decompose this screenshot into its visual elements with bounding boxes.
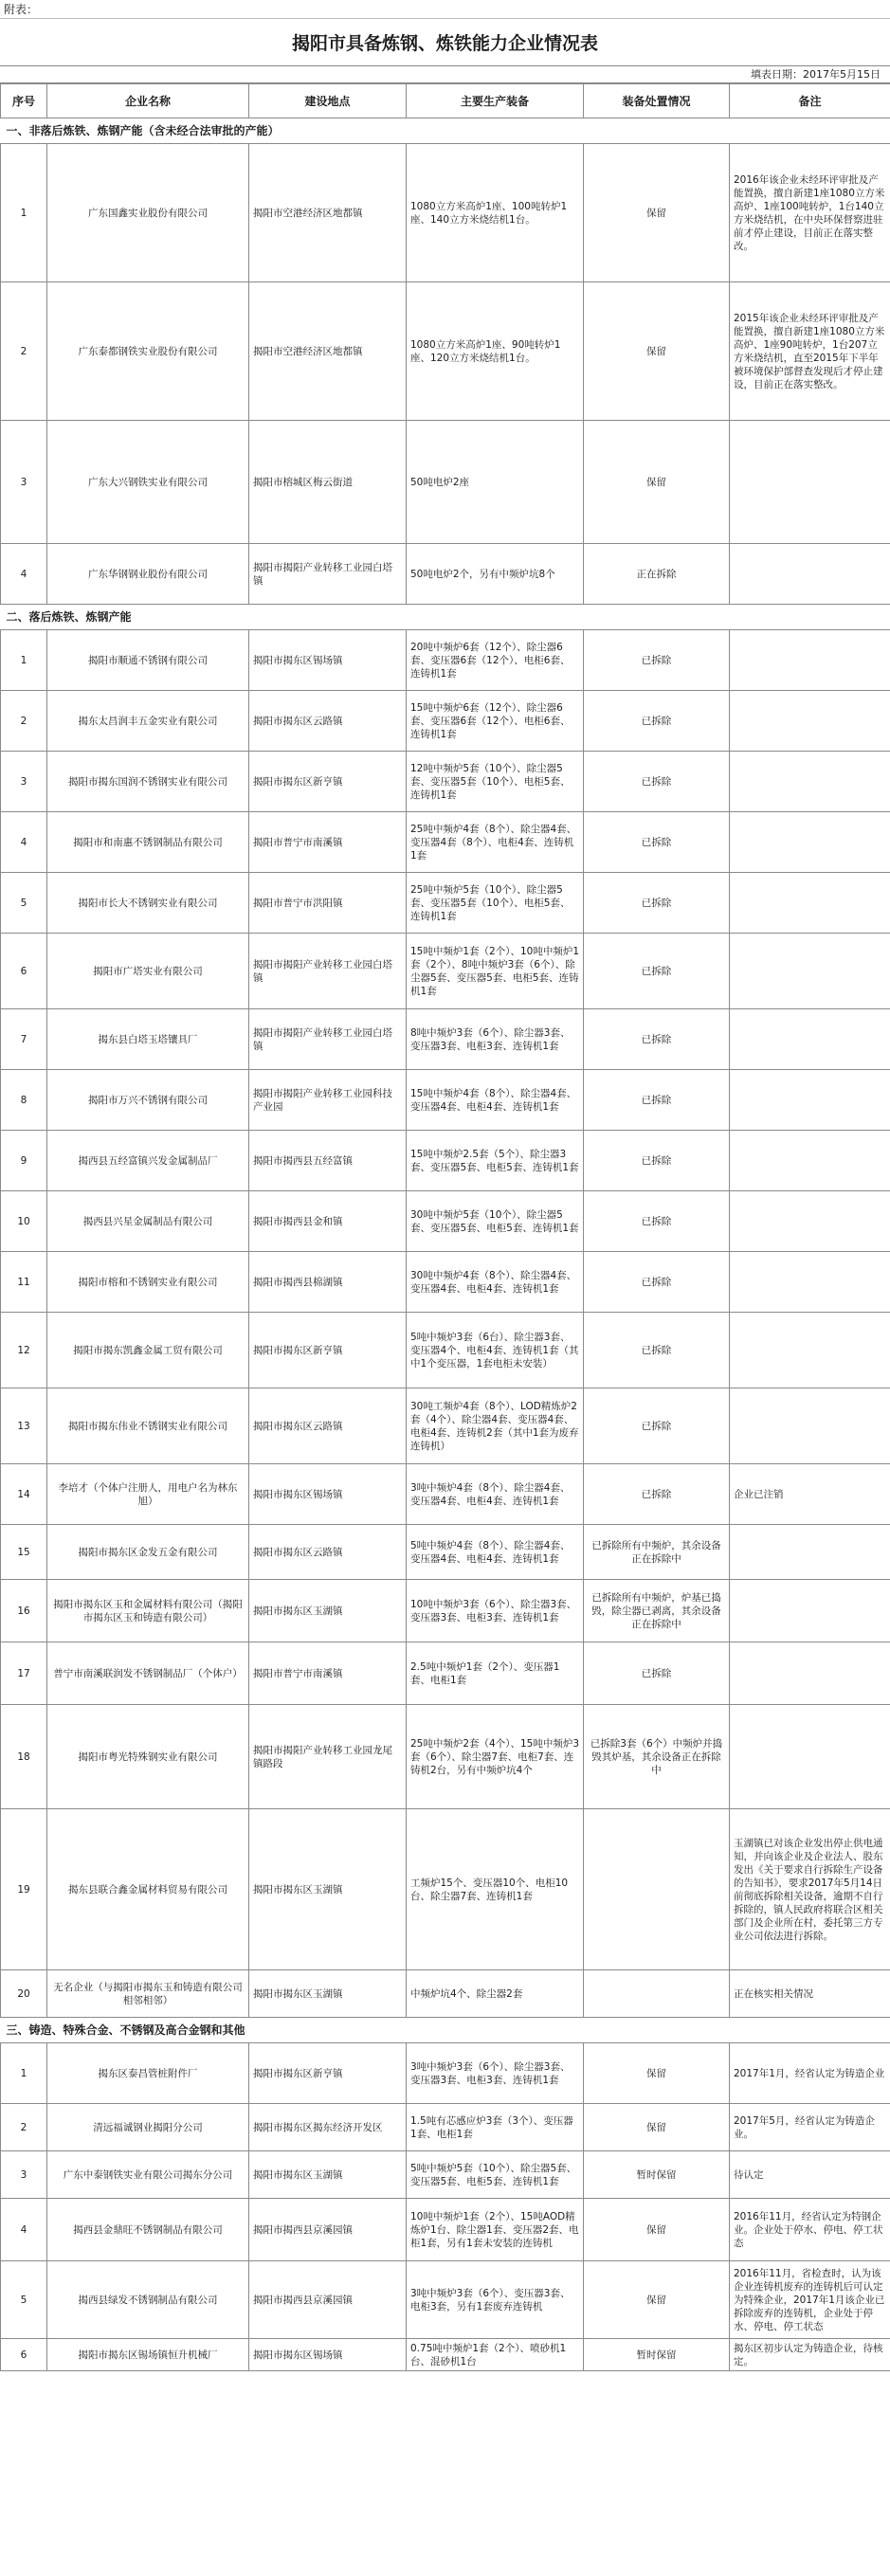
cell-status [584, 1809, 730, 1970]
table-row [1, 1388, 890, 1464]
cell-name: 揭阳市顺通不锈钢有限公司 [47, 630, 249, 691]
cell-equipment: 3吨中频炉4套（8个）、除尘器4套、变压器4套、电柜4套、连铸机1套 [407, 1464, 584, 1525]
cell-name: 揭阳市揭东凯鑫金属工贸有限公司 [47, 1313, 249, 1388]
cell-equipment: 25吨中频炉2套（4个）、15吨中频炉3套（6个）、除尘器7套、电柜7套、连铸机2台，另有中频炉坑4个 [407, 1705, 584, 1809]
cell-name: 广东泰都钢铁实业股份有限公司 [47, 282, 249, 421]
cell-equipment: 15吨中频炉6套（12个）、除尘器6套、变压器6套（12个）、电柜6套、连铸机1套 [407, 691, 584, 752]
cell-note: 2015年该企业未经环评审批及产能置换，擅自新建1座1080立方米高炉、1座90吨转炉，1台207立方米烧结机，直至2015年下半年被环境保护部督查发现后才停止建设，目前正在落实整改。 [730, 282, 890, 421]
table-row [1, 873, 890, 934]
cell-note [730, 1642, 890, 1705]
cell-name: 揭东区泰昌管桩附件厂 [47, 2043, 249, 2104]
cell-location: 揭阳市揭东区新亨镇 [249, 2043, 407, 2104]
cell-name: 清远福诚钢业揭阳分公司 [47, 2104, 249, 2151]
cell-note [730, 1705, 890, 1809]
section-header [1, 118, 890, 144]
cell-no: 8 [1, 1070, 47, 1131]
cell-note: 2017年1月，经省认定为铸造企业 [730, 2043, 890, 2104]
cell-location: 揭阳市揭东区锡场镇 [249, 2339, 407, 2371]
table-row [1, 1580, 890, 1642]
cell-status: 已拆除 [584, 934, 730, 1009]
enterprise-table [0, 83, 890, 2371]
table-row [1, 1131, 890, 1191]
cell-name: 揭阳市和南惠不锈钢制品有限公司 [47, 812, 249, 873]
cell-equipment: 5吨中频炉3套（6台）、除尘器3套、变压器4个、电柜4套、连铸机1套（其中1个变压器，1套电柜未安装） [407, 1313, 584, 1388]
table-row [1, 1809, 890, 1970]
cell-location: 揭阳市揭阳产业转移工业园龙尾镇路段 [249, 1705, 407, 1809]
cell-status: 已拆除所有中频炉，炉基已捣毁，除尘器已剥离，其余设备正在拆除中 [584, 1580, 730, 1642]
table-row [1, 144, 890, 282]
cell-no: 4 [1, 812, 47, 873]
cell-note [730, 1252, 890, 1313]
cell-status: 已拆除 [584, 630, 730, 691]
cell-status: 已拆除 [584, 1191, 730, 1252]
table-row [1, 2339, 890, 2371]
cell-name: 揭阳市粤光特殊钢实业有限公司 [47, 1705, 249, 1809]
cell-equipment: 10吨中频炉3套（6个）、除尘器3套、变压器3套、电柜3套、连铸机1套 [407, 1580, 584, 1642]
cell-note [730, 1313, 890, 1388]
table-row [1, 2043, 890, 2104]
cell-equipment: 30吨中频炉4套（8个）、除尘器4套、变压器4套、电柜4套、连铸机1套 [407, 1252, 584, 1313]
table-row [1, 1252, 890, 1313]
cell-note: 2016年11月，省检查时，认为该企业连铸机废弃的连铸机后可认定为特殊企业，2017年1月该企业已拆除废弃的连铸机，企业处于停水、停电、停工状态 [730, 2261, 890, 2339]
cell-name: 无名企业（与揭阳市揭东玉和铸造有限公司相邻相邻） [47, 1970, 249, 2018]
cell-status: 已拆除 [584, 1464, 730, 1525]
cell-no: 7 [1, 1009, 47, 1070]
cell-location: 揭阳市揭西县京溪园镇 [249, 2199, 407, 2261]
section-header [1, 2018, 890, 2043]
cell-equipment: 3吨中频炉3套（6个）、变压器3套、电柜3套，另有1套废弃连铸机 [407, 2261, 584, 2339]
cell-status: 已拆除 [584, 691, 730, 752]
cell-status: 已拆除 [584, 1131, 730, 1191]
cell-status: 已拆除 [584, 1252, 730, 1313]
cell-no: 5 [1, 2261, 47, 2339]
table-row [1, 1464, 890, 1525]
table-row [1, 752, 890, 812]
section-title: 三、铸造、特殊合金、不锈钢及高合金钢和其他 [1, 2018, 890, 2043]
cell-no: 9 [1, 1131, 47, 1191]
table-row [1, 2151, 890, 2199]
cell-note: 待认定 [730, 2151, 890, 2199]
cell-equipment: 1080立方米高炉1座、90吨转炉1座、120立方米烧结机1台。 [407, 282, 584, 421]
cell-equipment: 50吨电炉2座 [407, 421, 584, 544]
cell-note [730, 752, 890, 812]
cell-no: 14 [1, 1464, 47, 1525]
cell-status: 暂时保留 [584, 2339, 730, 2371]
cell-equipment: 8吨中频炉3套（6个）、除尘器3套、变压器3套、电柜3套、连铸机1套 [407, 1009, 584, 1070]
cell-name: 李培才（个体户注册人，用电户名为林东旭） [47, 1464, 249, 1525]
cell-name: 广东大兴钢铁实业有限公司 [47, 421, 249, 544]
cell-note: 玉湖镇已对该企业发出停止供电通知，并向该企业及企业法人、股东发出《关于要求自行拆除生产设备的告知书》，要求2017年5月14日前彻底拆除相关设备，逾期不自行拆除的，镇人民政府将联合区相关部门及企业所在村，委托第三方专业公司依法进行拆除。 [730, 1809, 890, 1970]
cell-location: 揭阳市揭阳产业转移工业园科技产业园 [249, 1070, 407, 1131]
cell-equipment: 15吨中频炉4套（8个）、除尘器4套、变压器4套、电柜4套、连铸机1套 [407, 1070, 584, 1131]
table-row [1, 691, 890, 752]
cell-name: 揭阳市揭东区玉和金属材料有限公司（揭阳市揭东区玉和铸造有限公司） [47, 1580, 249, 1642]
cell-no: 4 [1, 544, 47, 605]
table-row [1, 1970, 890, 2018]
table-row [1, 1705, 890, 1809]
cell-name: 广东国鑫实业股份有限公司 [47, 144, 249, 282]
cell-status: 保留 [584, 144, 730, 282]
cell-status: 已拆除 [584, 1388, 730, 1464]
cell-no: 2 [1, 2104, 47, 2151]
cell-note: 2017年5月，经省认定为铸造企业。 [730, 2104, 890, 2151]
table-row [1, 421, 890, 544]
cell-location: 揭阳市揭东区玉湖镇 [249, 1809, 407, 1970]
cell-no: 6 [1, 2339, 47, 2371]
cell-no: 19 [1, 1809, 47, 1970]
cell-status: 保留 [584, 2199, 730, 2261]
cell-no: 11 [1, 1252, 47, 1313]
cell-location: 揭阳市揭东区新亨镇 [249, 752, 407, 812]
cell-location: 揭阳市揭东区玉湖镇 [249, 2151, 407, 2199]
cell-note [730, 1525, 890, 1580]
cell-status: 已拆除 [584, 752, 730, 812]
cell-note [730, 1388, 890, 1464]
cell-status: 保留 [584, 2104, 730, 2151]
header-location: 建设地点 [249, 84, 407, 118]
cell-status: 已拆除 [584, 873, 730, 934]
cell-no: 13 [1, 1388, 47, 1464]
cell-equipment: 25吨中频炉4套（8个）、除尘器4套、变压器4套（8个）、电柜4套、连铸机1套 [407, 812, 584, 873]
cell-no: 3 [1, 421, 47, 544]
cell-name: 揭西县绿发不锈钢制品有限公司 [47, 2261, 249, 2339]
cell-name: 揭阳市长大不锈钢实业有限公司 [47, 873, 249, 934]
table-row [1, 1313, 890, 1388]
cell-equipment: 中频炉坑4个、除尘器2套 [407, 1970, 584, 2018]
cell-status: 保留 [584, 421, 730, 544]
cell-note [730, 1131, 890, 1191]
cell-name: 揭东县白塔玉塔镶具厂 [47, 1009, 249, 1070]
cell-name: 揭阳市揭东区锡场镇恒升机械厂 [47, 2339, 249, 2371]
cell-no: 20 [1, 1970, 47, 2018]
cell-location: 揭阳市揭东区揭东经济开发区 [249, 2104, 407, 2151]
page-title: 揭阳市具备炼钢、炼铁能力企业情况表 [0, 19, 890, 66]
cell-name: 揭阳市揭东国润不锈钢实业有限公司 [47, 752, 249, 812]
cell-no: 1 [1, 630, 47, 691]
cell-note [730, 691, 890, 752]
cell-note: 揭东区初步认定为铸造企业，待核定。 [730, 2339, 890, 2371]
cell-status: 已拆除所有中频炉，其余设备正在拆除中 [584, 1525, 730, 1580]
cell-name: 揭阳市榕和不锈钢实业有限公司 [47, 1252, 249, 1313]
cell-no: 6 [1, 934, 47, 1009]
cell-location: 揭阳市揭西县五经富镇 [249, 1131, 407, 1191]
cell-no: 3 [1, 752, 47, 812]
cell-no: 2 [1, 691, 47, 752]
cell-no: 5 [1, 873, 47, 934]
cell-name: 广东华钢钢业股份有限公司 [47, 544, 249, 605]
cell-note [730, 421, 890, 544]
cell-location: 揭阳市普宁市南溪镇 [249, 812, 407, 873]
cell-equipment: 工频炉15个、变压器10个、电柜10台、除尘器7套、连铸机1套 [407, 1809, 584, 1970]
cell-note: 企业已注销 [730, 1464, 890, 1525]
cell-location: 揭阳市空港经济区地都镇 [249, 282, 407, 421]
cell-location: 揭阳市揭东区云路镇 [249, 1525, 407, 1580]
cell-no: 3 [1, 2151, 47, 2199]
cell-location: 揭阳市揭东区云路镇 [249, 1388, 407, 1464]
header-note: 备注 [730, 84, 890, 118]
cell-equipment: 30吨中频炉5套（10个）、除尘器5套、变压器5套、电柜5套、连铸机1套 [407, 1191, 584, 1252]
table-row [1, 1525, 890, 1580]
cell-equipment: 50吨电炉2个，另有中频炉坑8个 [407, 544, 584, 605]
fill-date: 填表日期：2017年5月15日 [0, 66, 890, 83]
cell-note [730, 544, 890, 605]
cell-equipment: 12吨中频炉5套（10个）、除尘器5套、变压器5套（10个）、电柜5套、连铸机1套 [407, 752, 584, 812]
cell-note [730, 630, 890, 691]
cell-location: 揭阳市普宁市南溪镇 [249, 1642, 407, 1705]
header-equipment: 主要生产装备 [407, 84, 584, 118]
cell-note [730, 1191, 890, 1252]
cell-name: 揭阳市广塔实业有限公司 [47, 934, 249, 1009]
cell-location: 揭阳市揭阳产业转移工业园白塔镇 [249, 1009, 407, 1070]
cell-name: 揭阳市揭东伟业不锈钢实业有限公司 [47, 1388, 249, 1464]
header-name: 企业名称 [47, 84, 249, 118]
cell-name: 揭西县兴星金属制品有限公司 [47, 1191, 249, 1252]
cell-name: 普宁市南溪联润发不锈钢制品厂（个体户） [47, 1642, 249, 1705]
cell-no: 2 [1, 282, 47, 421]
section-title: 一、非落后炼铁、炼钢产能（含未经合法审批的产能） [1, 118, 890, 144]
header-status: 装备处置情况 [584, 84, 730, 118]
cell-equipment: 20吨中频炉6套（12个）、除尘器6套、变压器6套（12个）、电柜6套、连铸机1套 [407, 630, 584, 691]
table-row [1, 2199, 890, 2261]
cell-location: 揭阳市揭西县棉湖镇 [249, 1252, 407, 1313]
cell-name: 揭阳市揭东区金发五金有限公司 [47, 1525, 249, 1580]
table-row [1, 1070, 890, 1131]
cell-no: 12 [1, 1313, 47, 1388]
header-no: 序号 [1, 84, 47, 118]
cell-no: 15 [1, 1525, 47, 1580]
table-row [1, 1191, 890, 1252]
cell-location: 揭阳市普宁市洪阳镇 [249, 873, 407, 934]
cell-equipment: 3吨中频炉3套（6个）、除尘器3套、变压器3套、电柜3套、连铸机1套 [407, 2043, 584, 2104]
cell-note [730, 1070, 890, 1131]
cell-equipment: 25吨中频炉5套（10个）、除尘器5套、变压器5套（10个）、电柜5套、连铸机1套 [407, 873, 584, 934]
cell-equipment: 2.5吨中频炉1套（2个）、变压器1套、电柜1套 [407, 1642, 584, 1705]
cell-note [730, 812, 890, 873]
cell-location: 揭阳市揭东区锡场镇 [249, 1464, 407, 1525]
cell-location: 揭阳市揭阳产业转移工业园白塔镇 [249, 544, 407, 605]
table-row [1, 934, 890, 1009]
cell-location: 揭阳市揭东区云路镇 [249, 691, 407, 752]
table-row [1, 812, 890, 873]
cell-note [730, 1580, 890, 1642]
cell-location: 揭阳市揭阳产业转移工业园白塔镇 [249, 934, 407, 1009]
cell-note [730, 873, 890, 934]
cell-no: 4 [1, 2199, 47, 2261]
cell-note [730, 934, 890, 1009]
cell-name: 揭西县五经富镇兴发金属制品厂 [47, 1131, 249, 1191]
table-row [1, 282, 890, 421]
cell-status: 已拆除 [584, 812, 730, 873]
cell-note [730, 1009, 890, 1070]
cell-status: 已拆除 [584, 1070, 730, 1131]
cell-equipment: 30吨工频炉4套（8个）、LOD精炼炉2套（4个）、除尘器4套、变压器4套、电柜4套、连铸机2套（其中1套为废弃连铸机） [407, 1388, 584, 1464]
cell-location: 揭阳市揭东区玉湖镇 [249, 1970, 407, 2018]
cell-status: 暂时保留 [584, 2151, 730, 2199]
cell-status: 正在拆除 [584, 544, 730, 605]
cell-equipment: 15吨中频炉1套（2个）、10吨中频炉1套（2个）、8吨中频炉3套（6个）、除尘器5套、变压器5套、电柜5套、连铸机1套 [407, 934, 584, 1009]
cell-location: 揭阳市揭东区锡场镇 [249, 630, 407, 691]
cell-location: 揭阳市空港经济区地都镇 [249, 144, 407, 282]
cell-no: 16 [1, 1580, 47, 1642]
cell-note: 2016年该企业未经环评审批及产能置换，擅自新建1座1080立方米高炉、1座100吨转炉，1台140立方米烧结机，在中央环保督察进驻前才停止建设，目前正在落实整改。 [730, 144, 890, 282]
cell-equipment: 5吨中频炉4套（8个）、除尘器4套、变压器4套、电柜4套、连铸机1套 [407, 1525, 584, 1580]
cell-note: 2016年11月，经省认定为特钢企业。企业处于停水、停电、停工状态 [730, 2199, 890, 2261]
table-row [1, 2104, 890, 2151]
cell-name: 揭西县金鼎旺不锈钢制品有限公司 [47, 2199, 249, 2261]
cell-name: 揭东太昌润丰五金实业有限公司 [47, 691, 249, 752]
cell-status: 保留 [584, 282, 730, 421]
cell-note: 正在核实相关情况 [730, 1970, 890, 2018]
table-body [1, 118, 890, 2371]
section-title: 二、落后炼铁、炼钢产能 [1, 605, 890, 630]
table-row [1, 1642, 890, 1705]
cell-status: 已拆除3套（6个）中频炉并捣毁其炉基，其余设备正在拆除中 [584, 1705, 730, 1809]
table-row [1, 2261, 890, 2339]
cell-location: 揭阳市揭东区玉湖镇 [249, 1580, 407, 1642]
cell-equipment: 0.75吨中频炉1套（2个）、喷砂机1台、混砂机1台 [407, 2339, 584, 2371]
cell-status: 保留 [584, 2261, 730, 2339]
cell-equipment: 5吨中频炉5套（10个）、除尘器5套、变压器5套、电柜5套、连铸机1套 [407, 2151, 584, 2199]
cell-location: 揭阳市揭西县金和镇 [249, 1191, 407, 1252]
section-header [1, 605, 890, 630]
cell-status: 已拆除 [584, 1009, 730, 1070]
cell-name: 揭东县联合鑫金属材料贸易有限公司 [47, 1809, 249, 1970]
table-header-row [1, 84, 890, 118]
cell-status: 保留 [584, 2043, 730, 2104]
cell-name: 揭阳市万兴不锈钢有限公司 [47, 1070, 249, 1131]
cell-location: 揭阳市揭东区新亨镇 [249, 1313, 407, 1388]
cell-no: 1 [1, 2043, 47, 2104]
table-row [1, 630, 890, 691]
cell-location: 揭阳市揭西县京溪园镇 [249, 2261, 407, 2339]
attachment-label: 附表： [0, 0, 890, 19]
cell-status: 已拆除 [584, 1642, 730, 1705]
cell-equipment: 10吨中频炉1套（2个）、15吨AOD精炼炉1台、除尘器1套、变压器2套、电柜1套，另有1套未安装的连铸机 [407, 2199, 584, 2261]
cell-no: 17 [1, 1642, 47, 1705]
cell-name: 广东中泰钢铁实业有限公司揭东分公司 [47, 2151, 249, 2199]
cell-equipment: 15吨中频炉2.5套（5个）、除尘器3套、变压器5套、电柜5套、连铸机1套 [407, 1131, 584, 1191]
cell-no: 10 [1, 1191, 47, 1252]
table-row [1, 544, 890, 605]
cell-location: 揭阳市榕城区梅云街道 [249, 421, 407, 544]
cell-no: 18 [1, 1705, 47, 1809]
cell-no: 1 [1, 144, 47, 282]
cell-status [584, 1970, 730, 2018]
cell-equipment: 1080立方米高炉1座、100吨转炉1座、140立方米烧结机1台。 [407, 144, 584, 282]
cell-equipment: 1.5吨有芯感应炉3套（3个）、变压器1套、电柜1套 [407, 2104, 584, 2151]
cell-status: 已拆除 [584, 1313, 730, 1388]
table-row [1, 1009, 890, 1070]
